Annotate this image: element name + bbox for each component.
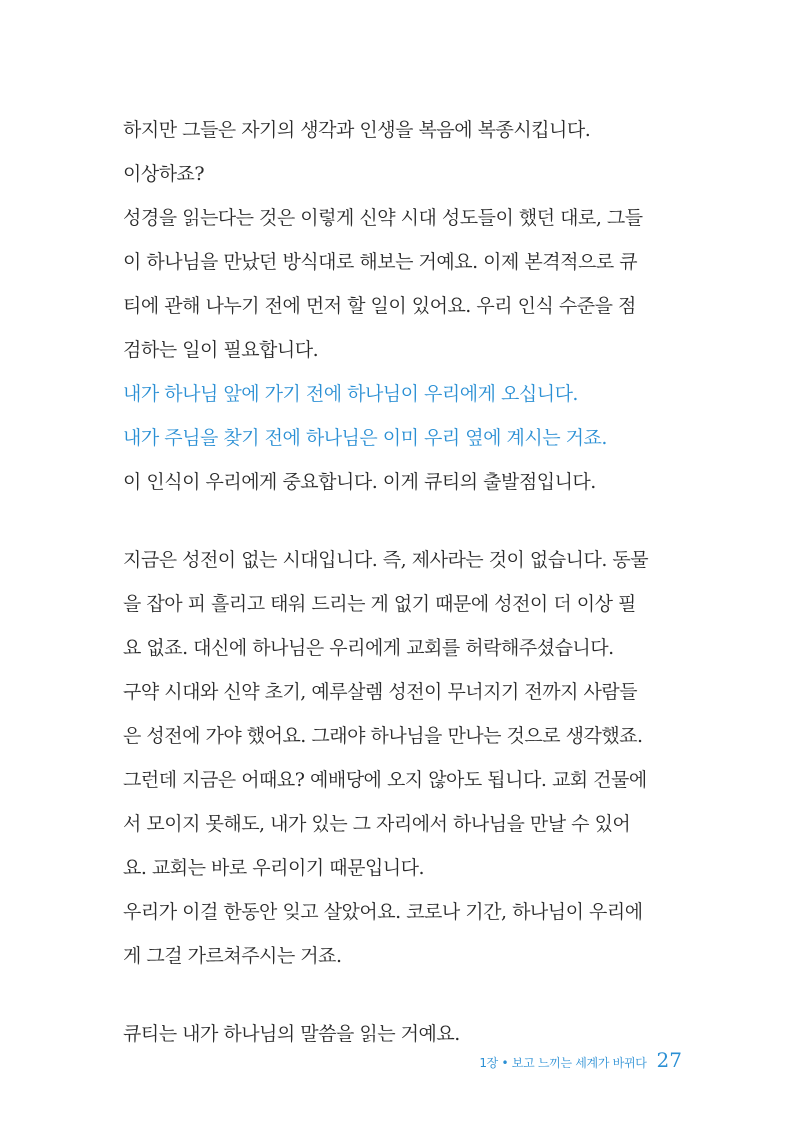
page-number: 27 [656, 1048, 682, 1072]
text-line: 요 없죠. 대신에 하나님은 우리에게 교회를 허락해주셨습니다. [123, 637, 614, 659]
text-line: 큐티는 내가 하나님의 말씀을 읽는 거예요. [123, 1023, 460, 1045]
text-line: 서 모이지 못해도, 내가 있는 그 자리에서 하나님을 만날 수 있어 [123, 813, 631, 835]
text-line: 성경을 읽는다는 것은 이렇게 신약 시대 성도들이 했던 대로, 그들 [123, 207, 643, 229]
page-footer [479, 1048, 682, 1072]
text-line: 지금은 성전이 없는 시대입니다. 즉, 제사라는 것이 없습니다. 동물 [123, 549, 649, 571]
text-line: 은 성전에 가야 했어요. 그래야 하나님을 만나는 것으로 생각했죠. [123, 725, 643, 747]
text-line: 하지만 그들은 자기의 생각과 인생을 복음에 복종시킵니다. [123, 119, 591, 141]
text-line: 이상하죠? [123, 163, 205, 185]
text-line: 구약 시대와 신약 초기, 예루살렘 성전이 무너지기 전까지 사람들 [123, 681, 638, 703]
chapter-title: 1장 • 보고 느끼는 세계가 바뀌다 [479, 1056, 647, 1070]
text-line: 게 그걸 가르쳐주시는 거죠. [123, 945, 342, 967]
text-line: 이 하나님을 만났던 방식대로 해보는 거예요. 이제 본격적으로 큐 [123, 251, 638, 273]
text-line: 티에 관해 나누기 전에 먼저 할 일이 있어요. 우리 인식 수준을 점 [123, 295, 636, 317]
text-line: 을 잡아 피 흘리고 태워 드리는 게 없기 때문에 성전이 더 이상 필 [123, 593, 636, 615]
text-line: 검하는 일이 필요합니다. [123, 339, 319, 361]
text-line: 요. 교회는 바로 우리이기 때문입니다. [123, 857, 425, 879]
text-line: 이 인식이 우리에게 중요합니다. 이게 큐티의 출발점입니다. [123, 471, 596, 493]
text-line: 우리가 이걸 한동안 잊고 살았어요. 코로나 기간, 하나님이 우리에 [123, 901, 643, 923]
highlight-line: 내가 하나님 앞에 가기 전에 하나님이 우리에게 오십니다. [123, 383, 578, 405]
highlight-line: 내가 주님을 찾기 전에 하나님은 이미 우리 옆에 계시는 거죠. [123, 427, 607, 449]
text-line: 그런데 지금은 어때요? 예배당에 오지 않아도 됩니다. 교회 건물에 [123, 769, 647, 791]
